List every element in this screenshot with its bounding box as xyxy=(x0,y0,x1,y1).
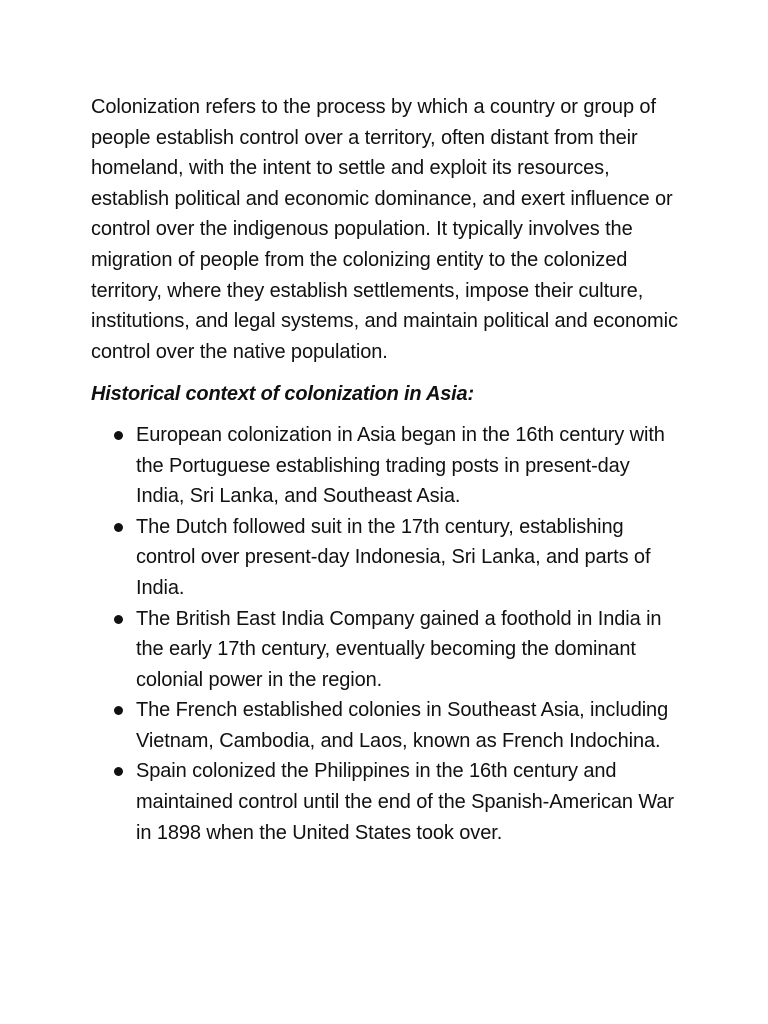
bullet-item-british xyxy=(91,604,681,696)
bullet-item-french xyxy=(91,695,681,756)
bullet-point-icon xyxy=(114,431,123,440)
bullet-text: The French established colonies in Southeast Asia, including Vietnam, Cambodia, and Laos, known as French Indochina. xyxy=(136,699,669,752)
bullet-text: The Dutch followed suit in the 17th century, establishing control over present-day Indonesia, Sri Lanka, and parts of India. xyxy=(136,515,651,599)
bullet-point-icon xyxy=(114,615,123,624)
bullet-point-icon xyxy=(114,767,123,776)
bullet-item-dutch xyxy=(91,512,681,604)
bullet-text: European colonization in Asia began in the 16th century with the Portuguese establishing trading posts in present-day India, Sri Lanka, and Southeast Asia. xyxy=(136,423,665,508)
document-body xyxy=(91,92,681,848)
section-heading: Historical context of colonization in Asia: xyxy=(91,383,474,406)
bullet-item-portuguese xyxy=(91,420,681,512)
bullet-item-spanish xyxy=(91,756,681,848)
bullet-point-icon xyxy=(114,706,123,715)
bullet-list xyxy=(91,420,681,848)
bullet-text: Spain colonized the Philippines in the 16th century and maintained control until the end of the Spanish-American War in 1898 when the United States took over. xyxy=(136,760,674,844)
bullet-point-icon xyxy=(114,523,123,532)
intro-paragraph: Colonization refers to the process by which a country or group of people establish control over a territory, often distant from their homeland, with the intent to settle and exploit its resources, establish political and economic dominance, and exert influence or control over the indigenous population. It typically involves the migration of people from the colonizing entity to the colonized territory, where they establish settlements, impose their culture, institutions, and legal systems, and maintain political and economic control over the native population. xyxy=(91,96,678,363)
bullet-text: The British East India Company gained a foothold in India in the early 17th century, eventually becoming the dominant colonial power in the region. xyxy=(136,607,662,691)
